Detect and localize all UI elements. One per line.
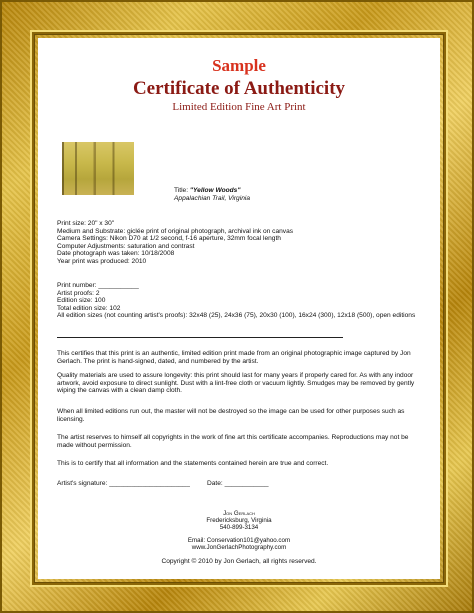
paragraph-certification: This is to certify that all information and the statements contained herein are true and correct. [57,460,329,467]
copyright-notice: Copyright © 2010 by Jon Gerlach, all rights reserved. [161,558,317,565]
artwork-title-value: "Yellow Woods" [189,187,241,194]
spec-date-taken: Date photograph was taken: 10/18/2008 [57,250,175,258]
divider-line [57,337,343,338]
certificate-title: Certificate of Authenticity [132,78,346,99]
contact-city: Fredericksburg, Virginia [206,517,272,524]
signature-date-field: Date: ____________ [207,480,269,487]
edition-print-number: Print number: ___________ [57,282,139,289]
artwork-location: Appalachian Trail, Virginia [174,195,250,202]
edition-all-sizes: All edition sizes (not counting artist's proofs): 32x48 (25), 24x36 (75), 20x30 (100), 16x24 (300), 12x18 (500), open editions [57,312,416,320]
contact-website: www.JonGerlachPhotography.com [191,544,287,551]
contact-email: Email: Conservation101@yahoo.com [187,537,291,544]
paragraph-authenticity: This certifies that this print is an authentic, limited edition print made from an original photographic image captured by Jon Gerlach. The print is hand-signed, dated, and numbered by the artist. [57,350,411,365]
sample-watermark-text: Sample [212,56,266,75]
certificate-paper [38,38,440,579]
artwork-thumbnail-image [62,142,134,195]
artwork-title-label: Title: [174,187,189,194]
paragraph-editions-run-out: When all limited editions run out, the master will not be destroyed so the image can be used for other purposes such as licensing. [57,408,405,423]
artwork-title-line [174,187,240,195]
contact-phone: 540-899-3134 [219,524,259,531]
spec-camera-settings: Camera Settings: Nikon D70 at 1/2 second, f-16 aperture, 32mm focal length [57,235,281,243]
edition-artist-proofs: Artist proofs: 2 [57,289,100,297]
edition-total-size: Total edition size: 102 [57,304,121,312]
spec-computer-adjustments: Computer Adjustments: saturation and contrast [57,242,195,250]
edition-size: Edition size: 100 [57,297,106,305]
contact-name: Jon Gerlach [223,510,255,517]
spec-year-produced: Year print was produced: 2010 [57,258,147,265]
spec-medium: Medium and Substrate: giclée print of original photograph, archival ink on canvas [57,227,294,235]
artist-signature-field: Artist's signature: ______________________ [57,480,190,487]
certificate-subtitle: Limited Edition Fine Art Print [172,101,306,113]
paragraph-quality: Quality materials are used to assure longevity: this print should last for many years if properly cared for. As with any indoor artwork, avoid exposure to direct sunlight. Dust with a lint-free cloth or vacuum lightly. Smudges may be removed by gently wiping the canvas with a clean damp cloth. [57,372,415,395]
spec-print-size: Print size: 20" x 30" [57,220,115,227]
paragraph-copyright-reservation: The artist reserves to himself all copyrights in the work of fine art this certificate accompanies. Reproductions may not be made without permission. [57,434,409,449]
